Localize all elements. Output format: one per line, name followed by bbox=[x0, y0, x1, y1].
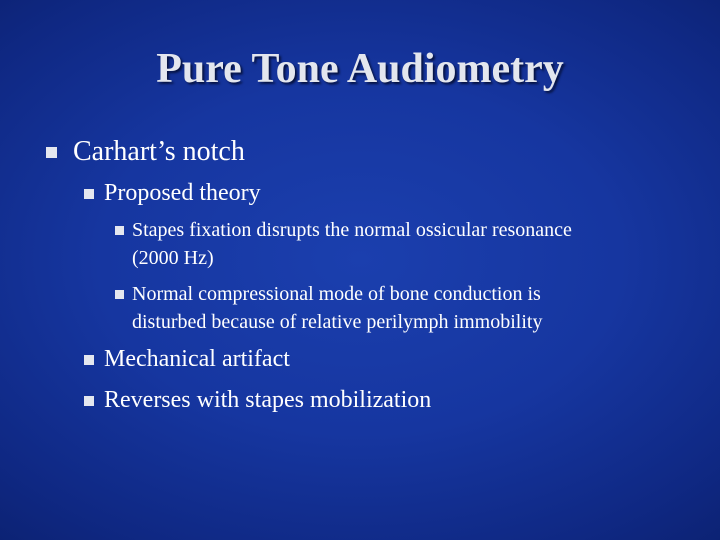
bullet-text: Mechanical artifact bbox=[104, 346, 290, 372]
bullet-text-line-2: (2000 Hz) bbox=[132, 247, 214, 269]
bullet-text: Reverses with stapes mobilization bbox=[104, 387, 432, 413]
bullet-text-line-1: Stapes fixation disrupts the normal ossicular resonance bbox=[132, 219, 572, 241]
bullet-proposed-theory bbox=[0, 179, 720, 207]
bullet-reverses bbox=[0, 386, 720, 414]
square-bullet-icon bbox=[84, 189, 94, 199]
bullet-carhart bbox=[0, 136, 720, 168]
bullet-text: Proposed theory bbox=[104, 180, 261, 206]
square-bullet-icon bbox=[115, 290, 124, 299]
bullet-text-line-2: disturbed because of relative perilymph immobility bbox=[132, 311, 543, 333]
bullet-text: Carhart’s notch bbox=[73, 136, 245, 167]
bullet-normal-compressional bbox=[0, 282, 720, 334]
bullet-text-line-1: Normal compressional mode of bone conduction is bbox=[132, 283, 541, 305]
square-bullet-icon bbox=[115, 226, 124, 235]
slide-title: Pure Tone Audiometry bbox=[156, 46, 564, 92]
square-bullet-icon bbox=[84, 355, 94, 365]
bullet-mechanical-artifact bbox=[0, 345, 720, 373]
square-bullet-icon bbox=[46, 147, 57, 158]
square-bullet-icon bbox=[84, 396, 94, 406]
bullet-stapes-fixation bbox=[0, 218, 720, 270]
